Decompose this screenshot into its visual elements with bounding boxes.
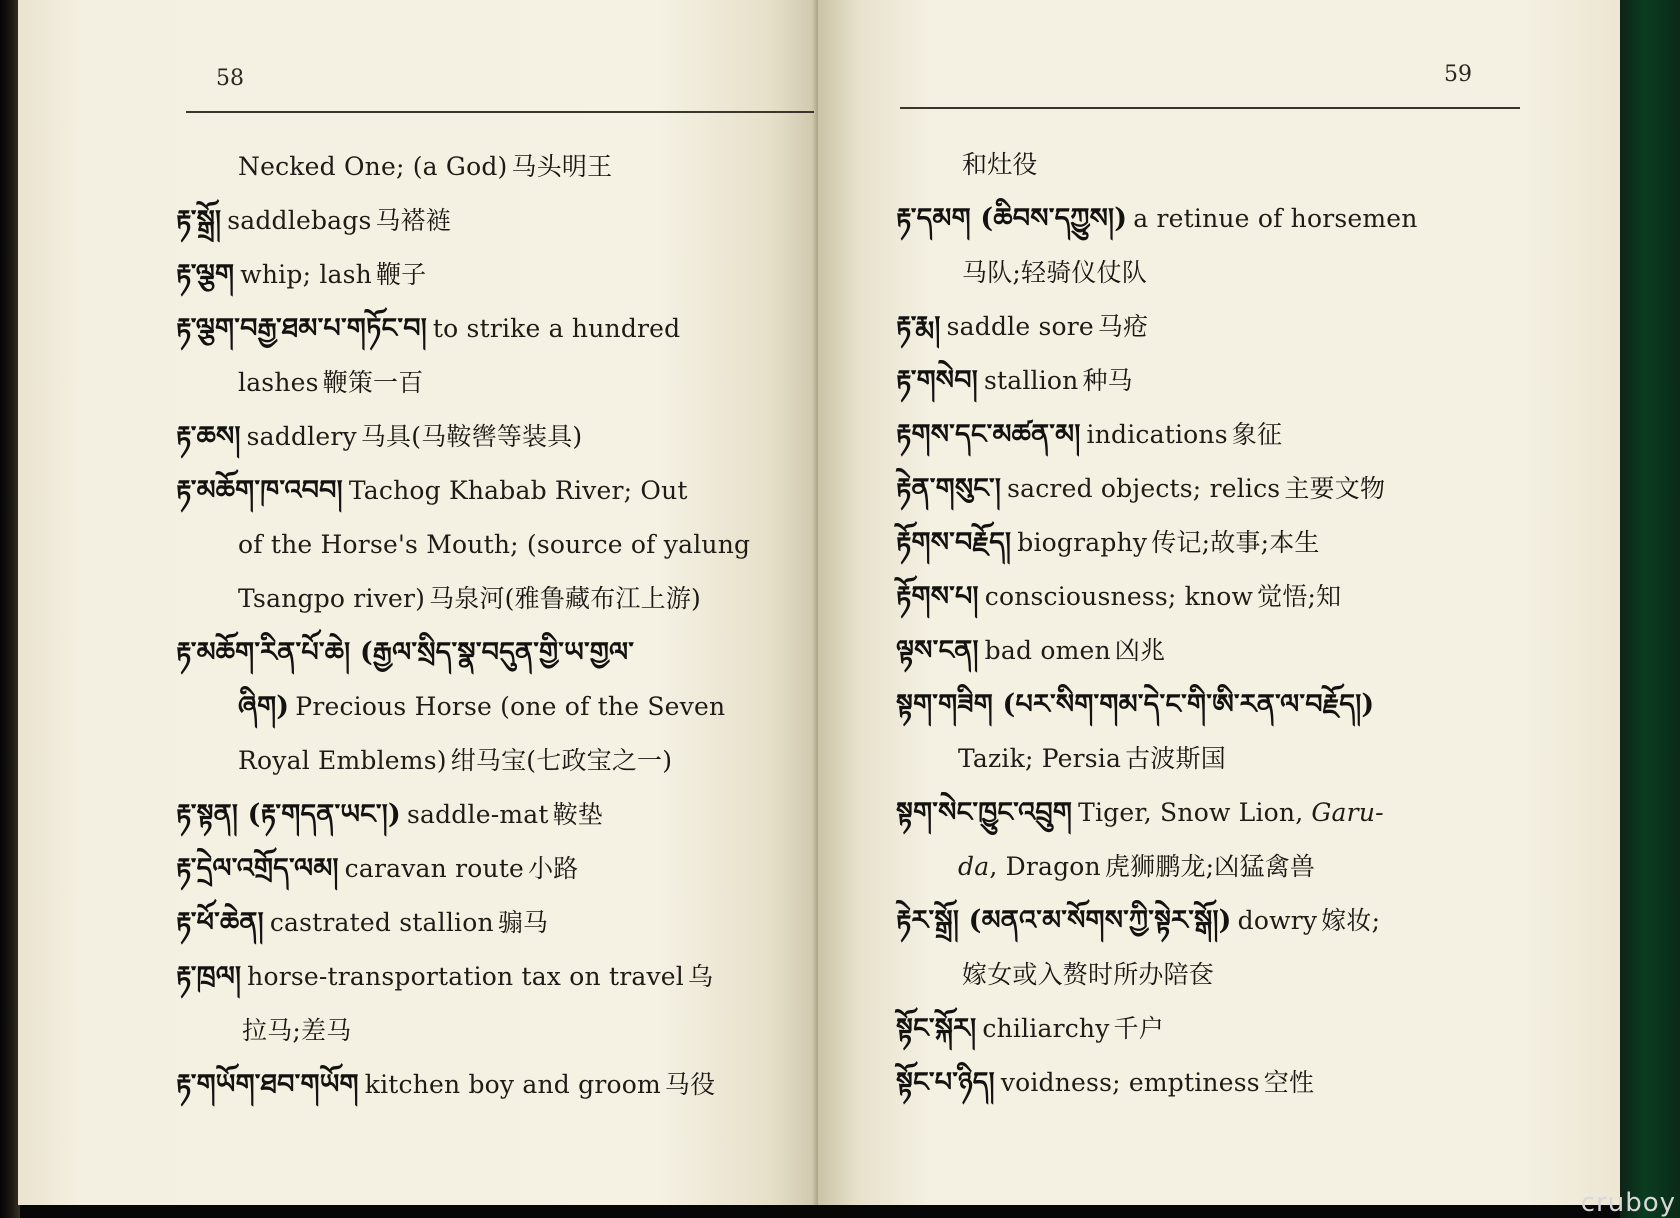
english-gloss: , Dragon — [989, 852, 1101, 881]
entry-continuation-line — [176, 1004, 816, 1058]
english-gloss: saddlebags — [227, 206, 372, 235]
english-gloss: dowry — [1237, 906, 1318, 935]
entry-continuation-line — [176, 572, 816, 626]
book-cover-edge — [1620, 0, 1680, 1218]
chinese-gloss: 古波斯国 — [1125, 744, 1226, 773]
english-gloss: Tazik; Persia — [958, 744, 1122, 773]
left-entry-list — [176, 140, 816, 1112]
entry-continuation-line — [176, 140, 816, 194]
entry-continuation-line — [896, 246, 1536, 300]
tibetan-headword: སྟག་གཟིག (པར་སིག་གམ་དེ་ང་གི་ཨི་རན་ལ་བརྗོད།) — [896, 689, 1375, 720]
chinese-gloss: 象征 — [1231, 420, 1283, 449]
tibetan-headword: རྟ་ཁྲལ། — [176, 961, 242, 992]
chinese-gloss: 凶兆 — [1114, 636, 1166, 665]
right-page — [818, 0, 1620, 1205]
chinese-gloss: 马褡裢 — [375, 206, 452, 235]
chinese-gloss: 马队;轻骑仪仗队 — [962, 258, 1148, 287]
english-gloss: saddle sore — [946, 312, 1094, 341]
english-gloss: caravan route — [344, 854, 525, 883]
english-gloss: bad omen — [984, 636, 1111, 665]
tibetan-headword: རྟ་གསེབ། — [896, 365, 978, 396]
english-gloss: chiliarchy — [982, 1014, 1110, 1043]
chinese-gloss: 虎狮鹏龙;凶猛禽兽 — [1104, 852, 1316, 881]
tibetan-headword: སྟོང་སྐོར། — [896, 1013, 977, 1044]
chinese-gloss: 和灶役 — [962, 150, 1038, 179]
english-gloss: Tsangpo river) — [238, 584, 426, 613]
chinese-gloss: 马役 — [664, 1070, 716, 1099]
tibetan-headword: རྟ་སྒྲོ། — [176, 205, 222, 236]
tibetan-headword: རྟ་ལྕག་བརྒྱ་ཐམ་པ་གཏོང་བ། — [176, 313, 427, 344]
chinese-gloss: 主要文物 — [1284, 474, 1386, 503]
dictionary-entry — [176, 626, 816, 680]
dictionary-entry — [176, 1058, 816, 1112]
page-number-left: 58 — [216, 66, 244, 91]
entry-continuation-line — [176, 680, 816, 734]
tibetan-headword: རྟོགས་བརྗོད། — [896, 527, 1012, 558]
chinese-gloss: 传记;故事;本生 — [1151, 528, 1320, 557]
tibetan-headword: རྟེར་སྒྲོ། (མནའ་མ་སོགས་ཀྱི་སྟེར་སྒོ།) — [896, 905, 1232, 936]
tibetan-headword: རྟ་མཆོག་རིན་པོ་ཆེ། (རྒྱལ་སྲིད་སྣ་བདུན་གྱི་ཡ་གྱལ་ — [176, 637, 635, 668]
dictionary-entry — [176, 950, 816, 1004]
chinese-gloss: 千户 — [1113, 1014, 1164, 1043]
tibetan-headword: རྟེན་གསུང་། — [896, 473, 1002, 504]
dictionary-entry — [896, 300, 1536, 354]
dictionary-entry — [896, 408, 1536, 462]
tibetan-headword: རྟ་མཆོག་ཁ་འབབ། — [176, 475, 343, 506]
english-gloss: castrated stallion — [269, 908, 494, 937]
tibetan-headword: སྟག་སེང་ཁྱུང་འབྲུག — [896, 797, 1073, 828]
page-number-right: 59 — [1444, 62, 1472, 87]
dictionary-entry — [896, 786, 1536, 840]
entry-continuation-line — [176, 734, 816, 788]
entry-continuation-line — [896, 732, 1536, 786]
english-italic-text: Garu- — [1311, 798, 1384, 827]
chinese-gloss: 马头明王 — [511, 152, 613, 181]
dictionary-entry — [896, 192, 1536, 246]
entry-continuation-line — [896, 840, 1536, 894]
dictionary-entry — [896, 516, 1536, 570]
entry-continuation-line — [896, 948, 1536, 1002]
english-gloss: Tachog Khabab River; Out — [348, 476, 688, 505]
english-gloss: stallion — [983, 366, 1079, 395]
english-gloss: whip; lash — [240, 260, 372, 289]
tibetan-headword: སྟོང་པ་ཉིད། — [896, 1067, 995, 1098]
chinese-gloss: 乌 — [687, 962, 714, 991]
tibetan-headword: རྟ་དྲེལ་འགྲོད་ལམ། — [176, 853, 339, 884]
entry-continuation-line — [896, 138, 1536, 192]
chinese-gloss: 拉马;差马 — [242, 1016, 352, 1045]
english-gloss: Tiger, Snow Lion, — [1078, 798, 1304, 827]
chinese-gloss: 鞭子 — [375, 260, 427, 289]
dictionary-entry — [176, 248, 816, 302]
english-gloss: saddlery — [246, 422, 357, 451]
chinese-gloss: 觉悟;知 — [1257, 582, 1342, 611]
chinese-gloss: 嫁女或入赘时所办陪奁 — [962, 960, 1215, 989]
english-gloss: sacred objects; relics — [1007, 474, 1281, 503]
chinese-gloss: 种马 — [1082, 366, 1133, 395]
chinese-gloss: 嫁妆; — [1321, 906, 1381, 935]
chinese-gloss: 马疮 — [1097, 312, 1149, 341]
english-gloss: to strike a hundred — [432, 314, 681, 343]
dictionary-entry — [896, 624, 1536, 678]
english-gloss: consciousness; know — [984, 582, 1254, 611]
dictionary-entry — [896, 1002, 1536, 1056]
right-entry-list — [896, 138, 1536, 1110]
chinese-gloss: 绀马宝(七政宝之一) — [450, 746, 673, 775]
dictionary-entry — [896, 894, 1536, 948]
chinese-gloss: 骟马 — [497, 908, 549, 937]
english-gloss: horse-transportation tax on travel — [247, 962, 684, 991]
dictionary-entry — [176, 410, 816, 464]
dictionary-entry — [176, 464, 816, 518]
english-gloss: voidness; emptiness — [1000, 1068, 1260, 1097]
tibetan-headword: རྟ་ཆས། — [176, 421, 241, 452]
tibetan-headword: རྟགས་དང་མཚན་མ། — [896, 419, 1081, 450]
chinese-gloss: 马泉河(雅鲁藏布江上游) — [429, 584, 701, 613]
book-edge-left — [0, 0, 20, 1218]
dictionary-entry — [176, 788, 816, 842]
english-gloss: of the Horse's Mouth; (source of yalung — [238, 530, 751, 559]
english-gloss: indications — [1086, 420, 1228, 449]
tibetan-headword: ཞིག) — [238, 691, 290, 722]
english-gloss: a retinue of horsemen — [1133, 204, 1418, 233]
tibetan-headword: རྟ་གཡོག་ཐབ་གཡོག — [176, 1069, 359, 1100]
chinese-gloss: 鞍垫 — [552, 800, 604, 829]
chinese-gloss: 小路 — [528, 854, 579, 883]
header-rule-left — [186, 111, 814, 113]
chinese-gloss: 空性 — [1263, 1068, 1315, 1097]
left-page — [18, 0, 818, 1205]
tibetan-headword: རྟ་ཕོ་ཆེན། — [176, 907, 264, 938]
tibetan-headword: རྟ་སྟན། (རྟ་གདན་ཡང་།) — [176, 799, 401, 830]
entry-continuation-line — [176, 356, 816, 410]
english-gloss: Precious Horse (one of the Seven — [295, 692, 726, 721]
dictionary-entry — [176, 896, 816, 950]
dictionary-entry — [896, 678, 1536, 732]
tibetan-headword: རྟ་ལྕག — [176, 259, 235, 290]
english-gloss: Necked One; (a God) — [238, 152, 508, 181]
tibetan-headword: རྟ་དམག (ཆིབས་དཀྱུས།) — [896, 203, 1128, 234]
english-italic-text: da — [958, 852, 990, 881]
dictionary-entry — [176, 842, 816, 896]
chinese-gloss: 鞭策一百 — [322, 368, 424, 397]
watermark: cruboy — [1580, 1188, 1676, 1218]
english-gloss: lashes — [238, 368, 319, 397]
english-gloss: saddle-mat — [406, 800, 549, 829]
english-gloss: kitchen boy and groom — [364, 1070, 661, 1099]
dictionary-entry — [176, 302, 816, 356]
tibetan-headword: རྟོགས་པ། — [896, 581, 979, 612]
header-rule-right — [900, 107, 1520, 109]
dictionary-entry — [176, 194, 816, 248]
dictionary-entry — [896, 462, 1536, 516]
dictionary-entry — [896, 570, 1536, 624]
chinese-gloss: 马具(马鞍辔等装具) — [360, 422, 583, 451]
dictionary-entry — [896, 354, 1536, 408]
english-gloss: biography — [1017, 528, 1148, 557]
tibetan-headword: རྟ་རྨ། — [896, 311, 941, 342]
english-gloss: Royal Emblems) — [238, 746, 447, 775]
dictionary-entry — [896, 1056, 1536, 1110]
tibetan-headword: ལྟས་ངན། — [896, 635, 979, 666]
entry-continuation-line — [176, 518, 816, 572]
